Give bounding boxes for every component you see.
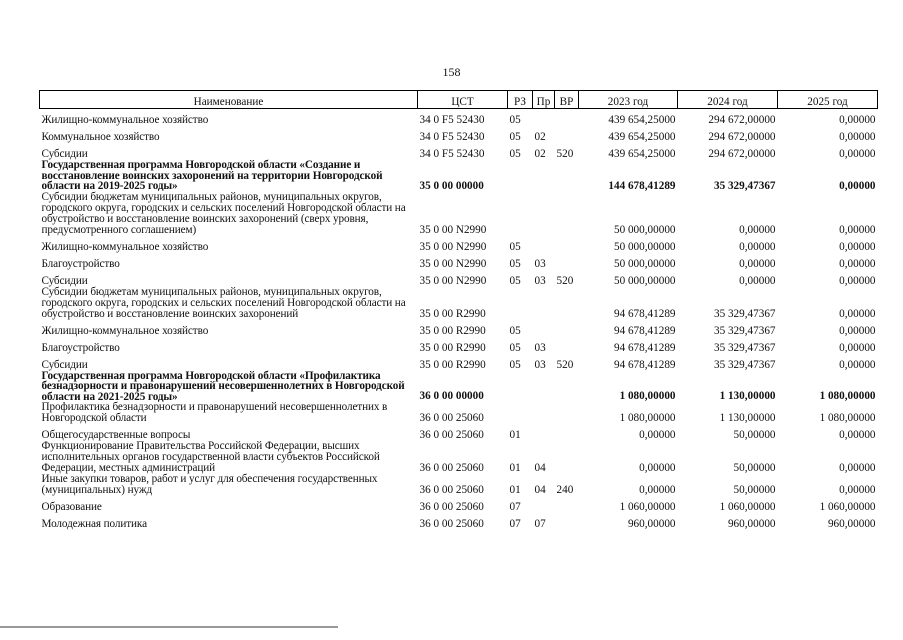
cell-pr: 03 bbox=[534, 274, 546, 287]
cell-pr bbox=[533, 371, 555, 403]
cell-pr bbox=[533, 402, 555, 424]
cell-2024: 960,00000 bbox=[727, 518, 776, 530]
cell-rz bbox=[508, 192, 533, 236]
header-vr: ВР bbox=[555, 91, 579, 109]
cell-cst: 34 0 F5 52430 bbox=[419, 131, 485, 143]
cell-vr bbox=[555, 441, 579, 474]
table-row bbox=[40, 402, 878, 424]
cell-2023: 0,00000 bbox=[639, 462, 676, 474]
cell-2024: 35 329,47367 bbox=[713, 341, 776, 354]
cell-cst: 35 0 00 R2990 bbox=[419, 358, 486, 371]
cell-cst: 36 0 00 25060 bbox=[419, 518, 484, 530]
cell-pr bbox=[533, 287, 555, 320]
table-row bbox=[40, 513, 878, 530]
cell-2025: 1 080,00000 bbox=[819, 390, 876, 402]
cell-rz: 01 bbox=[509, 462, 521, 474]
cell-cst: 35 0 00 N2990 bbox=[419, 274, 487, 287]
cell-cst: 36 0 00 00000 bbox=[419, 390, 484, 402]
cell-cst: 34 0 F5 52430 bbox=[419, 148, 485, 160]
cell-name: Функционирование Правительства Российской Федерации, высших исполнительных органов государственной власти субъектов Российской Федерации, местных администраций bbox=[41, 440, 380, 474]
table-row bbox=[40, 109, 878, 127]
cell-vr bbox=[555, 109, 579, 127]
cell-name: Молодежная политика bbox=[41, 518, 147, 530]
cell-2025: 0,00000 bbox=[839, 307, 876, 320]
cell-vr bbox=[555, 320, 579, 337]
cell-2023: 1 060,00000 bbox=[619, 501, 676, 513]
cell-cst: 35 0 00 N2990 bbox=[419, 257, 487, 270]
cell-name: Благоустройство bbox=[41, 341, 120, 354]
cell-2023: 439 654,25000 bbox=[608, 131, 676, 143]
cell-rz bbox=[508, 160, 533, 192]
cell-rz: 05 bbox=[509, 148, 521, 160]
cell-vr bbox=[555, 513, 579, 530]
cell-rz bbox=[508, 287, 533, 320]
cell-name: Субсидии bbox=[41, 358, 88, 371]
header-cst: ЦСТ bbox=[418, 91, 508, 109]
cell-pr bbox=[533, 236, 555, 253]
cell-name: Субсидии бюджетам муниципальных районов, муниципальных округов, городского округа, городских и сельских поселений Новгородской области на обустройство и восстановление воинских захоронений bbox=[41, 285, 406, 320]
cell-name: Субсидии бюджетам муниципальных районов, муниципальных округов, городского округа, городских и сельских поселений Новгородской области на обустройство и восстановление воинских захоронений (сверх уровня, предусмотренного соглашением) bbox=[41, 190, 406, 236]
page-number: 158 bbox=[442, 65, 461, 79]
cell-2025: 960,00000 bbox=[827, 518, 876, 530]
cell-rz: 01 bbox=[509, 429, 521, 441]
cell-2023: 50 000,00000 bbox=[613, 257, 676, 270]
header-name: Наименование bbox=[40, 91, 418, 109]
cell-name: Государственная программа Новгородской области «Профилактика безнадзорности и правонарушений несовершеннолетних в Новгородской области на 2021-2025 годы» bbox=[41, 369, 405, 403]
header-rz: РЗ bbox=[508, 91, 533, 109]
cell-2023: 94 678,41289 bbox=[613, 307, 676, 320]
cell-2025: 0,00000 bbox=[839, 324, 876, 337]
cell-cst: 35 0 00 R2990 bbox=[419, 324, 486, 337]
cell-pr: 04 bbox=[534, 462, 546, 474]
cell-name: Жилищно-коммунальное хозяйство bbox=[41, 240, 209, 253]
cell-pr bbox=[533, 192, 555, 236]
cell-2025: 0,00000 bbox=[839, 462, 876, 474]
cell-pr: 03 bbox=[534, 358, 546, 371]
cell-pr bbox=[533, 424, 555, 441]
cell-2025: 1 060,00000 bbox=[819, 501, 876, 513]
cell-name: Иные закупки товаров, работ и услуг для обеспечения государственных (муниципальных) нужд bbox=[41, 473, 378, 496]
cell-pr: 04 bbox=[534, 484, 546, 496]
table-row bbox=[40, 143, 878, 160]
cell-pr: 07 bbox=[534, 518, 546, 530]
cell-2025: 0,00000 bbox=[839, 148, 876, 160]
cell-vr: 520 bbox=[556, 358, 574, 371]
cell-cst: 35 0 00 R2990 bbox=[419, 307, 486, 320]
cell-rz: 05 bbox=[509, 324, 521, 337]
table-row bbox=[40, 236, 878, 253]
cell-rz: 05 bbox=[509, 114, 521, 126]
cell-cst: 35 0 00 R2990 bbox=[419, 341, 486, 354]
table-row bbox=[40, 287, 878, 320]
header-2024: 2024 год bbox=[678, 91, 778, 109]
cell-2024: 294 672,00000 bbox=[708, 114, 776, 126]
cell-2024: 50,00000 bbox=[733, 429, 776, 441]
cell-rz: 07 bbox=[509, 501, 521, 513]
table-row bbox=[40, 441, 878, 474]
cell-2024: 0,00000 bbox=[739, 240, 776, 253]
table-row bbox=[40, 270, 878, 287]
cell-vr bbox=[555, 253, 579, 270]
cell-2023: 0,00000 bbox=[639, 429, 676, 441]
cell-rz: 05 bbox=[509, 341, 521, 354]
header-2025: 2025 год bbox=[778, 91, 878, 109]
cell-cst: 35 0 00 N2990 bbox=[419, 240, 487, 253]
cell-2024: 35 329,47367 bbox=[713, 307, 776, 320]
cell-rz bbox=[508, 402, 533, 424]
cell-vr: 240 bbox=[556, 484, 574, 496]
cell-2024: 294 672,00000 bbox=[708, 131, 776, 143]
cell-rz bbox=[508, 371, 533, 403]
cell-cst: 36 0 00 25060 bbox=[419, 462, 484, 474]
cell-2023: 1 080,00000 bbox=[619, 390, 676, 402]
cell-name: Общегосударственные вопросы bbox=[41, 429, 191, 441]
cell-pr bbox=[533, 109, 555, 127]
cell-2023: 50 000,00000 bbox=[613, 223, 676, 236]
table-body bbox=[40, 109, 878, 531]
cell-vr bbox=[555, 126, 579, 143]
cell-2023: 94 678,41289 bbox=[613, 341, 676, 354]
cell-rz: 05 bbox=[509, 240, 521, 253]
cell-vr bbox=[555, 192, 579, 236]
cell-2025: 0,00000 bbox=[839, 358, 876, 371]
cell-vr bbox=[555, 402, 579, 424]
cell-2025: 0,00000 bbox=[839, 114, 876, 126]
cell-cst: 35 0 00 N2990 bbox=[419, 223, 487, 236]
cell-2024: 0,00000 bbox=[739, 274, 776, 287]
cell-rz: 07 bbox=[509, 518, 521, 530]
cell-vr: 520 bbox=[556, 148, 574, 160]
cell-name: Субсидии bbox=[41, 148, 88, 160]
cell-pr: 02 bbox=[534, 131, 546, 143]
table-row bbox=[40, 320, 878, 337]
cell-2025: 0,00000 bbox=[839, 274, 876, 287]
cell-2024: 1 130,00000 bbox=[719, 412, 776, 424]
table-row bbox=[40, 371, 878, 403]
cell-2024: 35 329,47367 bbox=[713, 324, 776, 337]
cell-pr: 02 bbox=[534, 148, 546, 160]
cell-2024: 0,00000 bbox=[739, 223, 776, 236]
cell-cst: 36 0 00 25060 bbox=[419, 484, 484, 496]
table-row bbox=[40, 253, 878, 270]
table-row bbox=[40, 126, 878, 143]
cell-cst: 36 0 00 25060 bbox=[419, 412, 484, 424]
cell-vr bbox=[555, 337, 579, 354]
cell-2024: 0,00000 bbox=[739, 257, 776, 270]
cell-rz: 05 bbox=[509, 358, 521, 371]
cell-pr bbox=[533, 320, 555, 337]
table-row bbox=[40, 160, 878, 192]
cell-2024: 35 329,47367 bbox=[713, 358, 776, 371]
budget-table bbox=[39, 90, 878, 530]
cell-2025: 0,00000 bbox=[839, 179, 876, 192]
cell-2023: 50 000,00000 bbox=[613, 274, 676, 287]
cell-name: Субсидии bbox=[41, 274, 88, 287]
cell-2023: 50 000,00000 bbox=[613, 240, 676, 253]
cell-2025: 0,00000 bbox=[839, 341, 876, 354]
cell-2024: 1 060,00000 bbox=[719, 501, 776, 513]
cell-cst: 36 0 00 25060 bbox=[419, 429, 484, 441]
cell-cst: 36 0 00 25060 bbox=[419, 501, 484, 513]
cell-2023: 439 654,25000 bbox=[608, 148, 676, 160]
cell-2025: 1 080,00000 bbox=[819, 412, 876, 424]
cell-2024: 294 672,00000 bbox=[708, 148, 776, 160]
cell-2024: 1 130,00000 bbox=[719, 390, 776, 402]
cell-2023: 94 678,41289 bbox=[613, 324, 676, 337]
cell-2023: 0,00000 bbox=[639, 484, 676, 496]
table-header-row bbox=[40, 91, 878, 109]
cell-pr bbox=[533, 160, 555, 192]
cell-2023: 1 080,00000 bbox=[619, 412, 676, 424]
cell-pr bbox=[533, 496, 555, 513]
cell-2024: 35 329,47367 bbox=[713, 179, 776, 192]
table-row bbox=[40, 496, 878, 513]
cell-vr bbox=[555, 287, 579, 320]
header-2023: 2023 год bbox=[579, 91, 678, 109]
cell-vr bbox=[555, 160, 579, 192]
header-pr: Пр bbox=[533, 91, 555, 109]
cell-2024: 50,00000 bbox=[733, 462, 776, 474]
table-row bbox=[40, 354, 878, 371]
table-row bbox=[40, 337, 878, 354]
cell-vr bbox=[555, 236, 579, 253]
cell-2023: 94 678,41289 bbox=[613, 358, 676, 371]
cell-2023: 144 678,41289 bbox=[608, 179, 676, 192]
cell-name: Профилактика безнадзорности и правонарушений несовершеннолетних в Новгородской области bbox=[41, 401, 388, 424]
footer-divider bbox=[0, 626, 338, 628]
cell-2025: 0,00000 bbox=[839, 131, 876, 143]
table-row bbox=[40, 192, 878, 236]
cell-pr: 03 bbox=[534, 257, 546, 270]
cell-cst: 35 0 00 00000 bbox=[419, 179, 484, 192]
cell-name: Государственная программа Новгородской области «Создание и восстановление воинских захоронений на территории Новгородской области на 2019-2025 годы» bbox=[41, 159, 383, 192]
cell-vr: 520 bbox=[556, 274, 574, 287]
table-row bbox=[40, 424, 878, 441]
cell-rz: 05 bbox=[509, 257, 521, 270]
cell-rz: 05 bbox=[509, 274, 521, 287]
cell-2025: 0,00000 bbox=[839, 257, 876, 270]
cell-2023: 439 654,25000 bbox=[608, 114, 676, 126]
cell-name: Образование bbox=[41, 501, 102, 513]
table-row bbox=[40, 474, 878, 496]
cell-2024: 50,00000 bbox=[733, 484, 776, 496]
cell-vr bbox=[555, 496, 579, 513]
cell-2025: 0,00000 bbox=[839, 484, 876, 496]
cell-name: Жилищно-коммунальное хозяйство bbox=[41, 114, 209, 126]
cell-2023: 960,00000 bbox=[627, 518, 676, 530]
cell-rz: 01 bbox=[509, 484, 521, 496]
cell-name: Коммунальное хозяйство bbox=[41, 131, 160, 143]
cell-rz: 05 bbox=[509, 131, 521, 143]
cell-2025: 0,00000 bbox=[839, 429, 876, 441]
cell-vr bbox=[555, 424, 579, 441]
cell-name: Жилищно-коммунальное хозяйство bbox=[41, 324, 209, 337]
cell-name: Благоустройство bbox=[41, 257, 120, 270]
cell-2025: 0,00000 bbox=[839, 240, 876, 253]
cell-2025: 0,00000 bbox=[839, 223, 876, 236]
cell-vr bbox=[555, 371, 579, 403]
cell-cst: 34 0 F5 52430 bbox=[419, 114, 485, 126]
cell-pr: 03 bbox=[534, 341, 546, 354]
